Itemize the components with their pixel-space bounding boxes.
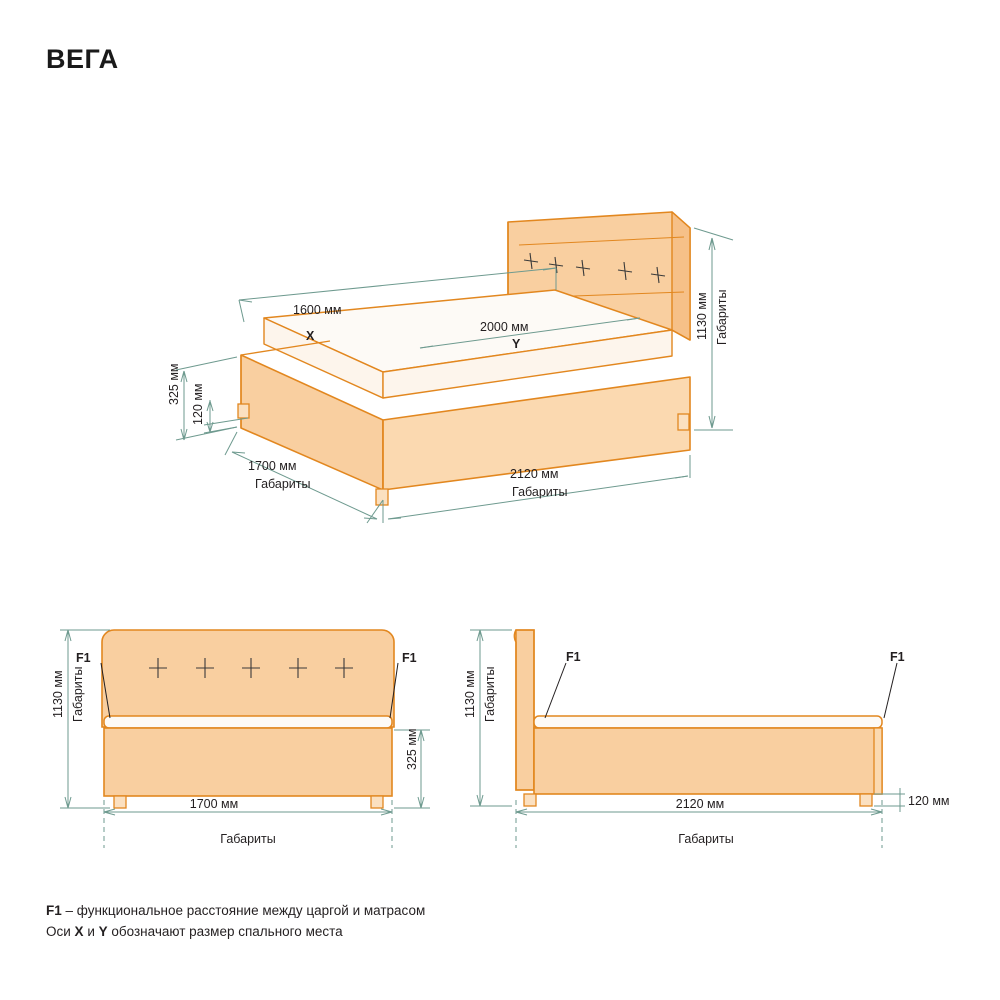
legend-axis-y: Y — [98, 924, 108, 939]
legend-axes-prefix: Оси — [46, 924, 75, 939]
legend-line-1 — [46, 903, 425, 918]
iso-length-note: Габариты — [512, 485, 568, 499]
iso-y-value: 2000 мм — [480, 320, 529, 334]
iso-height-note: Габариты — [715, 289, 729, 345]
iso-dim-side-height — [176, 357, 237, 440]
side-leg-height-value: 120 мм — [908, 794, 950, 808]
legend-f1-text: – функциональное расстояние между царгой и матрасом — [61, 903, 426, 918]
iso-y-axis: Y — [512, 337, 521, 351]
page-title: ВЕГА — [46, 44, 119, 74]
iso-side-height-value: 325 мм — [167, 363, 181, 405]
side-f1-leaders — [545, 663, 897, 718]
side-f1-right: F1 — [890, 650, 905, 664]
iso-length-value: 2120 мм — [510, 467, 559, 481]
legend-axis-x: X — [74, 924, 84, 939]
front-height-value: 1130 мм — [51, 670, 65, 718]
legend-axes-mid: и — [83, 924, 99, 939]
iso-x-axis: X — [306, 329, 315, 343]
front-width-note: Габариты — [220, 832, 276, 846]
iso-width-note: Габариты — [255, 477, 311, 491]
iso-leg-height-value: 120 мм — [191, 383, 205, 425]
iso-height-value: 1130 мм — [695, 292, 709, 340]
iso-width-value: 1700 мм — [248, 459, 297, 473]
front-height-note: Габариты — [71, 666, 85, 722]
iso-x-value: 1600 мм — [293, 303, 342, 317]
front-side-height-value: 325 мм — [405, 728, 419, 770]
iso-view-group — [167, 212, 733, 523]
side-f1-left: F1 — [566, 650, 581, 664]
side-height-value: 1130 мм — [463, 670, 477, 718]
legend-axes-suffix: обозначают размер спального места — [107, 924, 343, 939]
front-view-group — [51, 630, 430, 848]
side-length-note: Габариты — [678, 832, 734, 846]
legend-f1-label: F1 — [46, 903, 62, 918]
side-length-value: 2120 мм — [675, 797, 725, 811]
legend-line-2 — [46, 924, 343, 939]
front-width-value: 1700 мм — [189, 797, 239, 811]
front-f1-left: F1 — [76, 651, 91, 665]
front-f1-right: F1 — [402, 651, 417, 665]
side-view-group — [463, 630, 950, 848]
side-height-note: Габариты — [483, 666, 497, 722]
